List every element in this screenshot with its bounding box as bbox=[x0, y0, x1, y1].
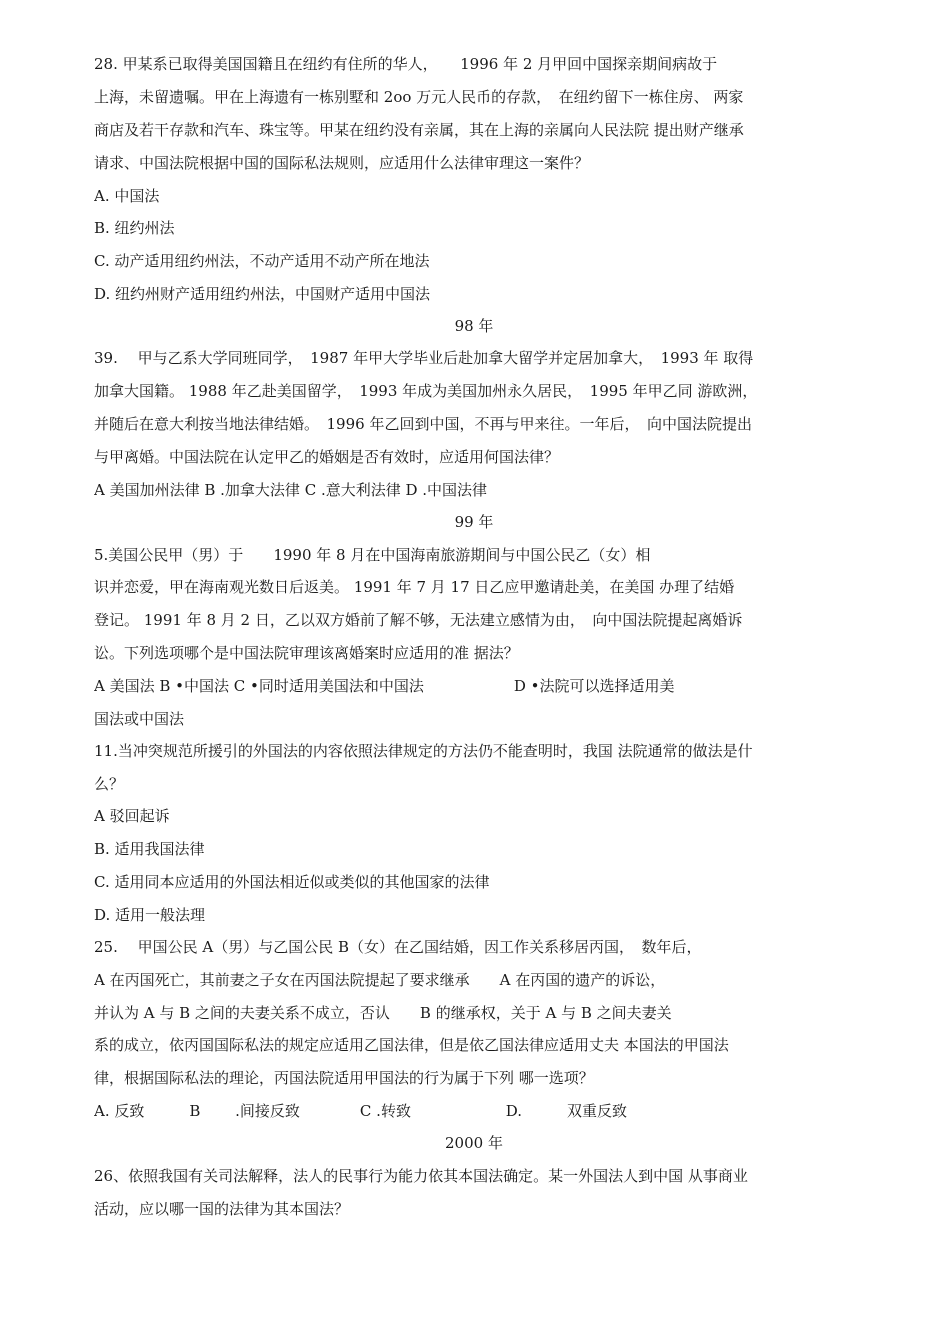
q26-line-1: 26、依照我国有关司法解释，法人的民事行为能力依其本国法确定。某一外国法人到中国 从事商业 bbox=[94, 1167, 748, 1185]
q39-line-3: 并随后在意大利按当地法律结婚。 1996 年乙回到中国，不再与甲来往。一年后， 向中国法院提出 bbox=[94, 415, 752, 433]
q5-options-continued: 国法或中国法 bbox=[94, 710, 185, 728]
q5-line-3: 登记。 1991 年 8 月 2 日，乙以双方婚前了解不够，无法建立感情为由， 向中国法院提起离婚诉 bbox=[94, 611, 743, 629]
q25-line-2: A 在丙国死亡，其前妻之子女在丙国法院提起了要求继承 A 在丙国的遗产的诉讼， bbox=[94, 971, 666, 989]
q28-line-1: 28. 甲某系已取得美国国籍且在纽约有住所的华人， 1996 年 2 月甲回中国探亲期间病故于 bbox=[94, 55, 718, 73]
q28-option-c: C. 动产适用纽约州法，不动产适用不动产所在地法 bbox=[94, 252, 430, 270]
q39-line-1: 39. 甲与乙系大学同班同学， 1987 年甲大学毕业后赴加拿大留学并定居加拿大， 1993 年 取得 bbox=[94, 349, 754, 367]
q28-line-4: 请求、中国法院根据中国的国际私法规则，应适用什么法律审理这一案件？ bbox=[94, 154, 590, 172]
q5-line-1: 5.美国公民甲（男）于 1990 年 8 月在中国海南旅游期间与中国公民乙（女）相 bbox=[94, 546, 651, 564]
q11-line-1: 11.当冲突规范所援引的外国法的内容依照法律规定的方法仍不能查明时，我国 法院通常的做法是什 bbox=[94, 742, 753, 760]
q28-line-3: 商店及若干存款和汽车、珠宝等。甲某在纽约没有亲属，其在上海的亲属向人民法院 提出财产继承 bbox=[94, 121, 744, 139]
q28-option-b: B. 纽约州法 bbox=[94, 219, 175, 237]
q39-options: A 美国加州法律 B .加拿大法律 C .意大利法律 D .中国法律 bbox=[94, 481, 488, 499]
q28-option-d: D. 纽约州财产适用纽约州法，中国财产适用中国法 bbox=[94, 285, 431, 303]
q26-line-2: 活动，应以哪一国的法律为其本国法？ bbox=[94, 1200, 350, 1218]
q25-line-4: 系的成立，依丙国国际私法的规定应适用乙国法律，但是依乙国法律应适用丈夫 本国法的甲国法 bbox=[94, 1036, 729, 1054]
q28-option-a: A. 中国法 bbox=[94, 187, 160, 205]
q11-option-c: C. 适用同本应适用的外国法相近似或类似的其他国家的法律 bbox=[94, 873, 490, 891]
q39-line-4: 与甲离婚。中国法院在认定甲乙的婚姻是否有效时，应适用何国法律？ bbox=[94, 448, 560, 466]
q39-line-2: 加拿大国籍。 1988 年乙赴美国留学， 1993 年成为美国加州永久居民， 1995 年甲乙同 游欧洲， bbox=[94, 382, 758, 400]
q11-line-2: 么？ bbox=[94, 775, 125, 793]
q5-options: A 美国法 B •中国法 C •同时适用美国法和中国法 D •法院可以选择适用美 bbox=[94, 677, 675, 695]
q25-line-3: 并认为 A 与 B 之间的夫妻关系不成立，否认 B 的继承权，关于 A 与 B 之间夫妻关 bbox=[94, 1004, 672, 1022]
q25-line-1: 25. 甲国公民 A（男）与乙国公民 B（女）在乙国结婚，因工作关系移居丙国， 数年后， bbox=[94, 938, 702, 956]
q11-option-d: D. 适用一般法理 bbox=[94, 906, 206, 924]
q11-option-a: A 驳回起诉 bbox=[94, 807, 170, 825]
q25-options: A. 反致 B .间接反致 C .转致 D. 双重反致 bbox=[94, 1102, 627, 1120]
year-heading-2000: 2000 年 bbox=[445, 1134, 503, 1152]
q11-option-b: B. 适用我国法律 bbox=[94, 840, 205, 858]
year-heading-98: 98 年 bbox=[454, 317, 494, 335]
year-heading-99: 99 年 bbox=[454, 513, 494, 531]
q5-line-4: 讼。下列选项哪个是中国法院审理该离婚案时应适用的准 据法？ bbox=[94, 644, 519, 662]
q25-line-5: 律，根据国际私法的理论，丙国法院适用甲国法的行为属于下列 哪一选项？ bbox=[94, 1069, 594, 1087]
q28-line-2: 上海，未留遗嘱。甲在上海遗有一栋别墅和 2oo 万元人民币的存款， 在纽约留下一栋住房、 两家 bbox=[94, 88, 744, 106]
q5-line-2: 识并恋爱，甲在海南观光数日后返美。 1991 年 7 月 17 日乙应甲邀请赴美，在美国 办理了结婚 bbox=[94, 578, 735, 596]
